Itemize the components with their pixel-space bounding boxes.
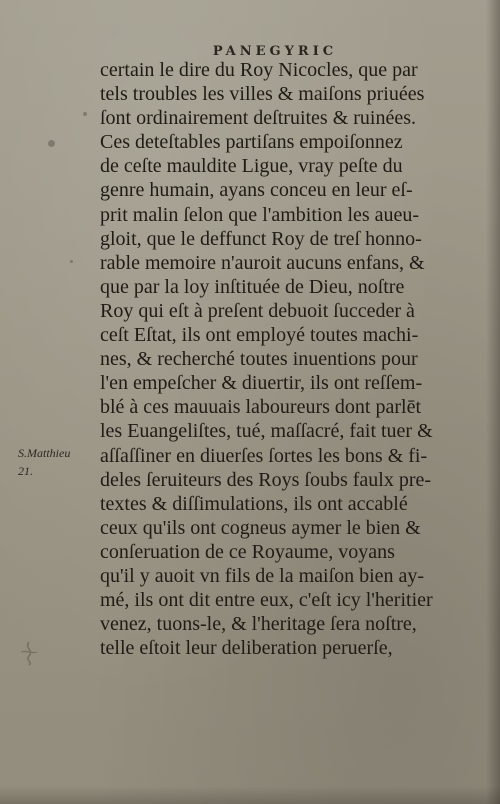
text-line: ceſt Eſtat, ils ont employé toutes machi- bbox=[100, 324, 419, 347]
text-line: telle eſtoit leur deliberation peruerſe, bbox=[100, 637, 393, 660]
text-line: textes & diſſimulations, ils ont accablé bbox=[100, 492, 408, 515]
text-line: Roy qui eſt à preſent debuoit ſucceder à bbox=[100, 299, 415, 322]
margin-citation-source: S.Matthieu bbox=[18, 446, 71, 460]
text-line: gloit, que le deffunct Roy de treſ honno- bbox=[100, 227, 422, 250]
text-line: tels troubles les villes & maiſons priuées bbox=[100, 83, 425, 106]
running-header: PANEGYRIC bbox=[212, 44, 338, 59]
text-line: mé, ils ont dit entre eux, c'eſt icy l'heritier bbox=[100, 589, 433, 612]
ink-smudge bbox=[48, 140, 55, 147]
text-line: que par la loy inſtituée de Dieu, noſtre bbox=[100, 275, 405, 298]
page-edge-shadow bbox=[486, 0, 500, 804]
ink-smudge bbox=[83, 112, 87, 116]
text-line: genre humain, ayans conceu en leur eſ- bbox=[100, 179, 413, 202]
text-line: les Euangeliſtes, tué, maſſacré, fait tuer & bbox=[100, 420, 433, 443]
ink-smudge bbox=[70, 260, 73, 263]
text-line: Ces deteſtables partiſans empoiſonnez bbox=[100, 131, 403, 154]
text-line: nes, & recherché toutes inuentions pour bbox=[100, 348, 418, 371]
text-line: prit malin ſelon que l'ambition les aueu- bbox=[100, 203, 420, 226]
margin-citation-chapter: 21. bbox=[18, 464, 33, 478]
text-line: ceux qu'ils ont cogneus aymer le bien & bbox=[100, 516, 421, 539]
text-line: certain le dire du Roy Nicocles, que par bbox=[100, 59, 418, 81]
text-line: blé à ces mauuais laboureurs dont parlēt bbox=[100, 396, 421, 419]
text-line: l'en empeſcher & diuertir, ils ont reſſem- bbox=[100, 372, 423, 395]
text-line: conſeruation de ce Royaume, voyans bbox=[100, 540, 395, 563]
text-line: de ceſte mauldite Ligue, vray peſte du bbox=[100, 155, 403, 178]
body-text bbox=[100, 58, 472, 660]
text-line: venez, tuons-le, & l'heritage ſera noſtre, bbox=[100, 613, 417, 636]
text-line: qu'il y auoit vn fils de la maiſon bien ay- bbox=[100, 564, 425, 587]
faded-ornament-icon bbox=[16, 640, 42, 666]
text-line: rable memoire n'auroit aucuns enfans, & bbox=[100, 251, 425, 274]
text-line: aſſaſſiner en diuerſes ſortes les bons & fi- bbox=[100, 444, 428, 467]
text-line: deles ſeruiteurs des Roys ſoubs faulx pre- bbox=[100, 468, 432, 491]
margin-citation bbox=[18, 444, 98, 480]
page-bottom-shadow bbox=[0, 786, 500, 804]
text-line: ſont ordinairement deſtruites & ruinées. bbox=[100, 107, 417, 130]
